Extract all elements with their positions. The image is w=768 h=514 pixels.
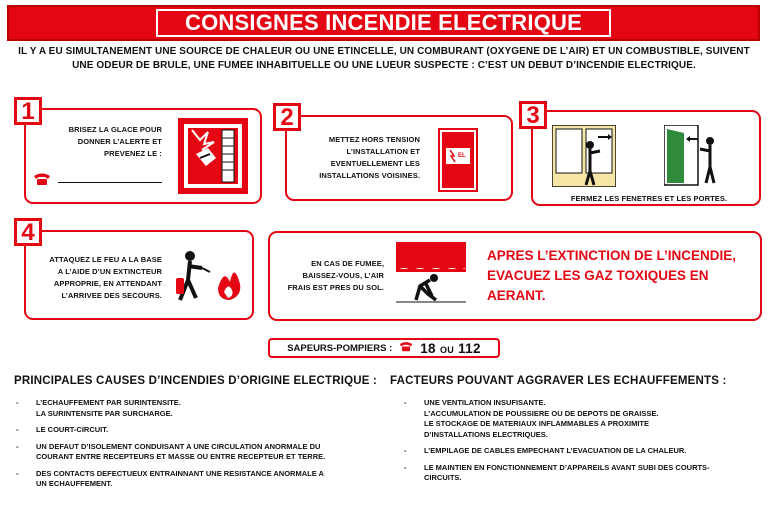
- intro-line-2: UNE ODEUR DE BRULE, UNE FUMEE INHABITUELLE OU UNE LUEUR SUSPECTE : C’EST UN DEBUT D’INCENDIE ELECTRIQUE.: [72, 60, 696, 71]
- pompiers-number-112: 112: [458, 340, 481, 356]
- step-2-number: 2: [273, 103, 301, 131]
- list-item: - LE COURT-CIRCUIT.: [16, 425, 386, 436]
- list-item: - UN DEFAUT D’ISOLEMENT CONDUISANT A UNE CIRCULATION ANORMALE DU COURANT ENTRE RECEPTEURS ET MASSE OU ENTRE RECEPTEUR ET TERRE.: [16, 442, 386, 463]
- phone-blank-line: [58, 182, 162, 183]
- step-3-number: 3: [519, 101, 547, 129]
- pompiers-number-18: 18: [420, 340, 436, 356]
- list-item: - UNE VENTILATION INSUFISANTE. L’ACCUMULATION DE POUSSIERE OU DE DEPOTS DE GRAISSE. LE STOCKAGE DE MATERIAUX INFLAMMABLES A PROXIMITE D’INSTALLATIONS ELECTRIQUES.: [404, 398, 762, 440]
- step-3-text: FERMEZ LES FENETRES ET LES PORTES.: [570, 194, 728, 203]
- page-title: CONSIGNES INCENDIE ELECTRIQUE: [156, 9, 611, 37]
- list-item: - LE MAINTIEN EN FONCTIONNEMENT D’APPAREILS AVANT SUBI DES COURTS- CIRCUITS.: [404, 463, 762, 484]
- smoke-step-text: EN CAS DE FUMEE, BAISSEZ-VOUS, L’AIR FRAIS EST PRES DU SOL.: [287, 259, 384, 292]
- step-4-number: 4: [14, 218, 42, 246]
- facteurs-list: [404, 398, 762, 484]
- step-4-text: ATTAQUEZ LE FEU A LA BASE A L’AIDE D’UN EXTINCTEUR APPROPRIE, EN ATTENDANT L’ARRIVEE DES SECOURS.: [49, 255, 162, 300]
- step-1-text: BRISEZ LA GLACE POUR DONNER L’ALERTE ET PREVENEZ LE :: [68, 125, 162, 158]
- step-2-text: METTEZ HORS TENSION L’INSTALLATION ET EVENTUELLEMENT LES INSTALLATIONS VOISINES.: [319, 135, 420, 180]
- list-item: - DES CONTACTS DEFECTUEUX ENTRAINNANT UNE RESISTANCE ANORMALE A UN ECHAUFFEMENT.: [16, 469, 386, 490]
- phone-icon: [32, 172, 52, 191]
- pompiers-label: SAPEURS-POMPIERS :: [287, 342, 393, 354]
- facteurs-title: FACTEURS POUVANT AGGRAVER LES ECHAUFFEMENTS :: [390, 375, 727, 387]
- door-closing-illustration: [664, 125, 728, 192]
- window-closing-illustration: [552, 125, 616, 192]
- phone-icon: [398, 339, 414, 357]
- step-1-number: 1: [14, 97, 42, 125]
- panel-label: EL: [458, 153, 466, 159]
- title-banner: [7, 5, 760, 41]
- causes-title: PRINCIPALES CAUSES D’INCENDIES D’ORIGINE ELECTRIQUE :: [14, 375, 378, 387]
- pompiers-ou: OU: [439, 344, 455, 355]
- pompiers-numbers: [420, 341, 481, 356]
- pompiers-bar: [268, 338, 500, 358]
- smoke-crouch-illustration: [396, 242, 466, 309]
- electrical-panel-illustration: [438, 128, 478, 197]
- alarm-box-illustration: [178, 118, 248, 199]
- list-item: - L’EMPILAGE DE CABLES EMPECHANT L’EVACUATION DE LA CHALEUR.: [404, 446, 762, 457]
- causes-list: [16, 398, 386, 490]
- list-item: - L’ECHAUFFEMENT PAR SURINTENSITE. LA SURINTENSITE PAR SURCHARGE.: [16, 398, 386, 419]
- smoke-warning: APRES L’EXTINCTION DE L’INCENDIE, EVACUEZ LES GAZ TOXIQUES EN AERANT.: [487, 248, 737, 303]
- extinguisher-illustration: [168, 248, 244, 309]
- intro-text: [6, 45, 762, 73]
- intro-line-1: IL Y A EU SIMULTANEMENT UNE SOURCE DE CHALEUR OU UNE ETINCELLE, UN COMBURANT (OXYGENE DE L’AIR) ET UN COMBUSTIBLE, SUIVENT: [18, 46, 750, 57]
